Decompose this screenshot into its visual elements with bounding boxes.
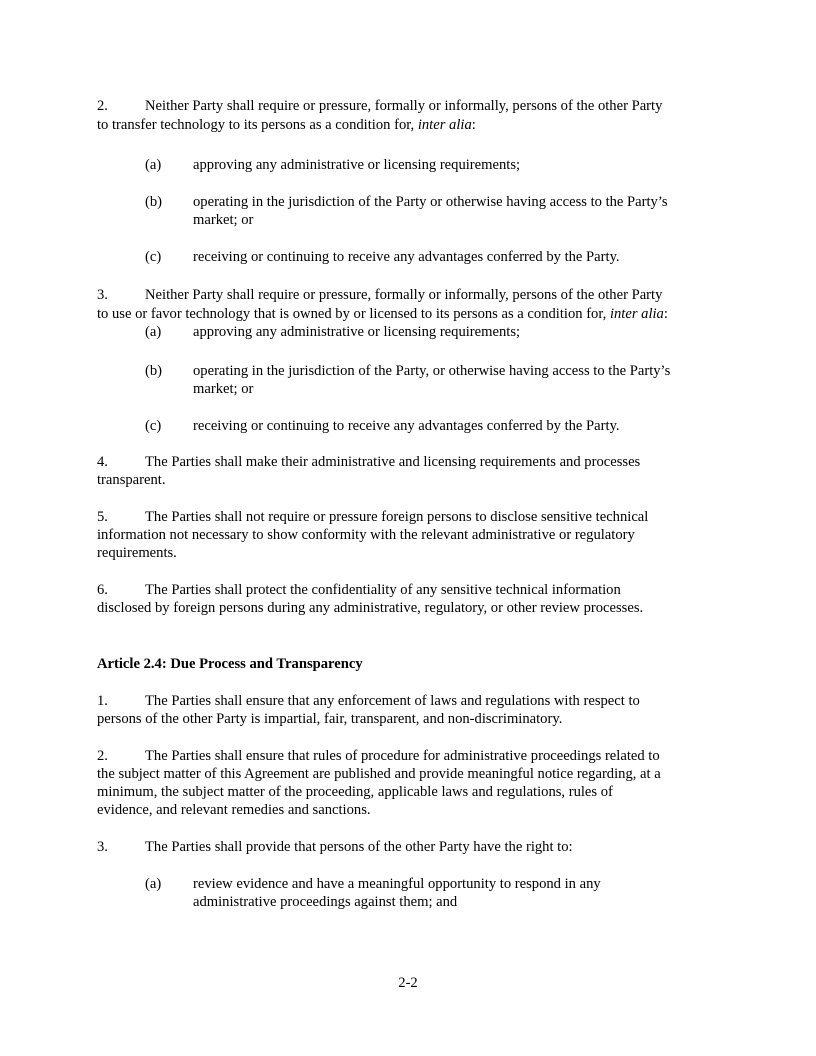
paragraph-text: The Parties shall not require or pressure foreign persons to disclose sensitive technical [145, 509, 649, 525]
list-item-text: administrative proceedings against them; and [193, 894, 458, 910]
list-item-text: market; or [193, 381, 254, 397]
paragraph-number: 6. [97, 582, 108, 598]
list-item-label: (c) [145, 418, 162, 434]
paragraph-text: to use or favor technology that is owned by or licensed to its persons as a condition for, inter alia: [97, 306, 668, 322]
paragraph-text: The Parties shall ensure that rules of procedure for administrative proceedings related to [145, 748, 660, 764]
article-heading: Article 2.4: Due Process and Transparency [97, 656, 363, 672]
paragraph-text: Neither Party shall require or pressure, formally or informally, persons of the other Party [145, 98, 663, 114]
list-item-text: receiving or continuing to receive any advantages conferred by the Party. [193, 418, 620, 434]
paragraph-number: 5. [97, 509, 108, 525]
list-item-label: (a) [145, 324, 162, 340]
paragraph-text: transparent. [97, 472, 166, 488]
paragraph-text: The Parties shall make their administrative and licensing requirements and processes [145, 454, 641, 470]
paragraph-text: requirements. [97, 545, 177, 561]
list-item-text: approving any administrative or licensing requirements; [193, 157, 521, 173]
paragraph-text: persons of the other Party is impartial, fair, transparent, and non-discriminatory. [97, 711, 563, 727]
list-item-text: approving any administrative or licensing requirements; [193, 324, 521, 340]
paragraph-text: evidence, and relevant remedies and sanctions. [97, 802, 371, 818]
paragraph-number: 3. [97, 839, 108, 855]
paragraph-text: The Parties shall provide that persons of the other Party have the right to: [145, 839, 573, 855]
paragraph-text: The Parties shall protect the confidentiality of any sensitive technical information [145, 582, 621, 598]
italic-term: inter alia [609, 306, 664, 322]
list-item-label: (c) [145, 249, 162, 265]
paragraph-text: the subject matter of this Agreement are published and provide meaningful notice regarding, at a [97, 766, 661, 782]
list-item-text: receiving or continuing to receive any advantages conferred by the Party. [193, 249, 620, 265]
italic-term: inter alia [417, 117, 472, 133]
list-item-text: operating in the jurisdiction of the Party, or otherwise having access to the Party’s [193, 363, 671, 379]
paragraph-text: minimum, the subject matter of the proceeding, applicable laws and regulations, rules of [97, 784, 613, 800]
list-item-label: (b) [145, 194, 163, 210]
paragraph-number: 1. [97, 693, 108, 709]
list-item-text: market; or [193, 212, 254, 228]
paragraph-text: The Parties shall ensure that any enforcement of laws and regulations with respect to [145, 693, 640, 709]
list-item-label: (b) [145, 363, 163, 379]
list-item-label: (a) [145, 157, 162, 173]
paragraph-text: to transfer technology to its persons as a condition for, inter alia: [97, 117, 476, 133]
list-item-text: review evidence and have a meaningful opportunity to respond in any [193, 876, 601, 892]
list-item-text: operating in the jurisdiction of the Party or otherwise having access to the Party’s [193, 194, 668, 210]
page-number: 2-2 [398, 975, 418, 991]
paragraph-text: disclosed by foreign persons during any administrative, regulatory, or other review processes. [97, 600, 644, 616]
paragraph-text: information not necessary to show conformity with the relevant administrative or regulatory [97, 527, 635, 543]
paragraph-number: 2. [97, 98, 108, 114]
paragraph-text: Neither Party shall require or pressure, formally or informally, persons of the other Party [145, 287, 663, 303]
paragraph-number: 3. [97, 287, 108, 303]
paragraph-number: 4. [97, 454, 108, 470]
list-item-label: (a) [145, 876, 162, 892]
paragraph-number: 2. [97, 748, 108, 764]
